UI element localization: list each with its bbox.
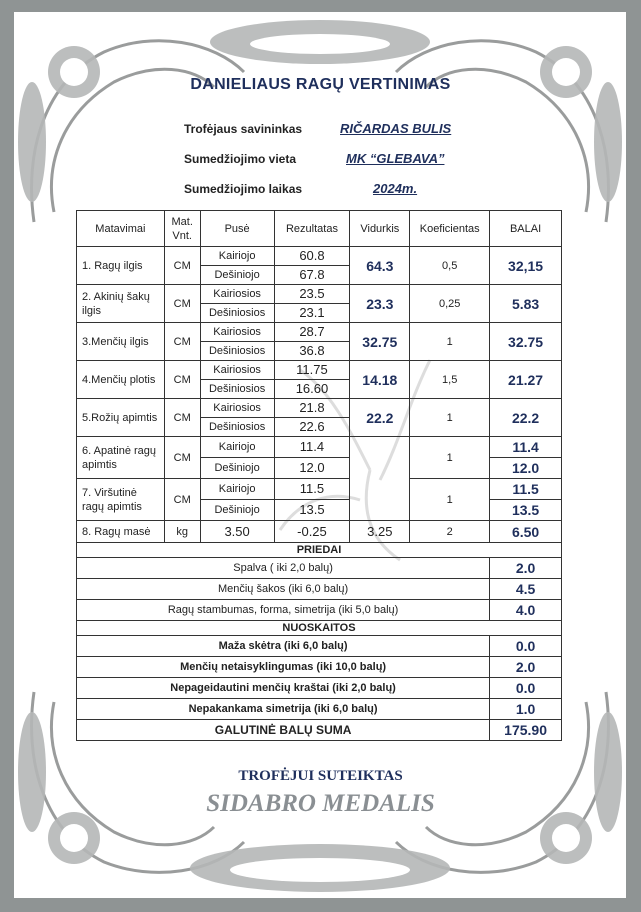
total-row [77, 720, 562, 741]
coef-cell: 0,5 [410, 247, 490, 285]
deduction-label: Nepageidautini menčių kraštai (iki 2,0 balų) [77, 678, 490, 699]
result-cell: 11.75 [274, 361, 350, 380]
result-cell: 11.5 [274, 479, 350, 500]
table-row [77, 437, 562, 458]
score-cell: 11.4 [490, 437, 562, 458]
table-row [77, 579, 562, 600]
score-cell: 12.0 [490, 458, 562, 479]
table-row [77, 657, 562, 678]
header-cell: Mat. Vnt. [164, 211, 200, 247]
unit-cell: CM [164, 479, 200, 521]
unit-cell: CM [164, 323, 200, 361]
section-title-nuoskaitos: NUOSKAITOS [77, 621, 562, 636]
bonus-label: Menčių šakos (iki 6,0 balų) [77, 579, 490, 600]
measure-name: 8. Ragų masė [77, 521, 165, 543]
result-cell: 60.8 [274, 247, 350, 266]
side-cell: Dešiniosios [200, 380, 274, 399]
score-cell: 13.5 [490, 500, 562, 521]
result-cell: 22.6 [274, 418, 350, 437]
header-cell: BALAI [490, 211, 562, 247]
header-cell: Koeficientas [410, 211, 490, 247]
side-cell: Kairiojo [200, 437, 274, 458]
table-row [77, 600, 562, 621]
measure-name: 7. Viršutinė ragų apimtis [77, 479, 165, 521]
total-label: GALUTINĖ BALŲ SUMA [77, 720, 490, 741]
unit-cell: CM [164, 399, 200, 437]
side-cell: Dešiniojo [200, 266, 274, 285]
bonus-score: 4.5 [490, 579, 562, 600]
table-row [77, 285, 562, 304]
side-cell: Dešiniojo [200, 500, 274, 521]
mass-value: 3.50 [200, 521, 274, 543]
section-title-priedai: PRIEDAI [77, 543, 562, 558]
coef-cell: 0,25 [410, 285, 490, 323]
side-cell: Kairiojo [200, 479, 274, 500]
table-row [77, 521, 562, 543]
owner-label: Trofėjaus savininkas [184, 122, 303, 136]
result-cell: 23.1 [274, 304, 350, 323]
section-row [77, 621, 562, 636]
deduction-score: 0.0 [490, 636, 562, 657]
coef-cell: 1 [410, 479, 490, 521]
header-cell: Matavimai [77, 211, 165, 247]
deduction-label: Maža skėtra (iki 6,0 balų) [77, 636, 490, 657]
average-cell: 14.18 [350, 361, 410, 399]
measure-name: 4.Menčių plotis [77, 361, 165, 399]
bonus-label: Ragų stambumas, forma, simetrija (iki 5,0 balų) [77, 600, 490, 621]
measure-name: 3.Menčių ilgis [77, 323, 165, 361]
score-cell: 11.5 [490, 479, 562, 500]
unit-cell: kg [164, 521, 200, 543]
owner-value: RIČARDAS BULIS [340, 121, 452, 136]
average-cell: 22.2 [350, 399, 410, 437]
mass-minus: -0.25 [274, 521, 350, 543]
table-row [77, 636, 562, 657]
result-cell: 36.8 [274, 342, 350, 361]
result-cell: 67.8 [274, 266, 350, 285]
average-cell: 32.75 [350, 323, 410, 361]
evaluation-table [76, 210, 562, 741]
side-cell: Kairiosios [200, 285, 274, 304]
unit-cell: CM [164, 247, 200, 285]
average-cell: 64.3 [350, 247, 410, 285]
table-row [77, 678, 562, 699]
header-row [77, 211, 562, 247]
header-cell: Vidurkis [350, 211, 410, 247]
score-cell: 32,15 [490, 247, 562, 285]
coef-cell: 1 [410, 323, 490, 361]
deduction-score: 2.0 [490, 657, 562, 678]
side-cell: Dešiniosios [200, 304, 274, 323]
side-cell: Kairiosios [200, 361, 274, 380]
measure-name: 2. Akinių šakų ilgis [77, 285, 165, 323]
deduction-score: 1.0 [490, 699, 562, 720]
award-heading: TROFĖJUI SUTEIKTAS [238, 768, 403, 784]
side-cell: Dešiniojo [200, 458, 274, 479]
result-cell: 11.4 [274, 437, 350, 458]
coef-cell: 2 [410, 521, 490, 543]
place-value: MK “GLEBAVA” [346, 151, 445, 166]
result-cell: 28.7 [274, 323, 350, 342]
score-cell: 6.50 [490, 521, 562, 543]
side-cell: Dešiniosios [200, 342, 274, 361]
score-cell: 32.75 [490, 323, 562, 361]
result-cell: 16.60 [274, 380, 350, 399]
place-label: Sumedžiojimo vieta [184, 152, 297, 166]
table-row [77, 558, 562, 579]
time-value: 2024m. [373, 181, 418, 196]
score-cell: 22.2 [490, 399, 562, 437]
unit-cell: CM [164, 437, 200, 479]
unit-cell: CM [164, 361, 200, 399]
total-score: 175.90 [490, 720, 562, 741]
header-cell: Rezultatas [274, 211, 350, 247]
award-medal: SIDABRO MEDALIS [206, 790, 435, 817]
average-cell: 23.3 [350, 285, 410, 323]
average-cell-empty [350, 437, 410, 521]
side-cell: Kairiojo [200, 247, 274, 266]
section-row [77, 543, 562, 558]
result-cell: 12.0 [274, 458, 350, 479]
coef-cell: 1,5 [410, 361, 490, 399]
table-row [77, 361, 562, 380]
page-title: DANIELIAUS RAGŲ VERTINIMAS [190, 76, 451, 93]
bonus-score: 4.0 [490, 600, 562, 621]
average-cell: 3.25 [350, 521, 410, 543]
deduction-label: Menčių netaisyklingumas (iki 10,0 balų) [77, 657, 490, 678]
coef-cell: 1 [410, 437, 490, 479]
table-row [77, 479, 562, 500]
deduction-label: Nepakankama simetrija (iki 6,0 balų) [77, 699, 490, 720]
side-cell: Kairiosios [200, 323, 274, 342]
side-cell: Dešiniosios [200, 418, 274, 437]
side-cell: Kairiosios [200, 399, 274, 418]
measure-name: 6. Apatinė ragų apimtis [77, 437, 165, 479]
deduction-score: 0.0 [490, 678, 562, 699]
bonus-label: Spalva ( iki 2,0 balų) [77, 558, 490, 579]
table-row [77, 323, 562, 342]
unit-cell: CM [164, 285, 200, 323]
score-cell: 5.83 [490, 285, 562, 323]
table-row [77, 399, 562, 418]
score-cell: 21.27 [490, 361, 562, 399]
result-cell: 21.8 [274, 399, 350, 418]
result-cell: 13.5 [274, 500, 350, 521]
coef-cell: 1 [410, 399, 490, 437]
header-cell: Pusė [200, 211, 274, 247]
table-row [77, 699, 562, 720]
result-cell: 23.5 [274, 285, 350, 304]
measure-name: 1. Ragų ilgis [77, 247, 165, 285]
measure-name: 5.Rožių apimtis [77, 399, 165, 437]
table-row [77, 247, 562, 266]
time-label: Sumedžiojimo laikas [184, 182, 303, 196]
bonus-score: 2.0 [490, 558, 562, 579]
